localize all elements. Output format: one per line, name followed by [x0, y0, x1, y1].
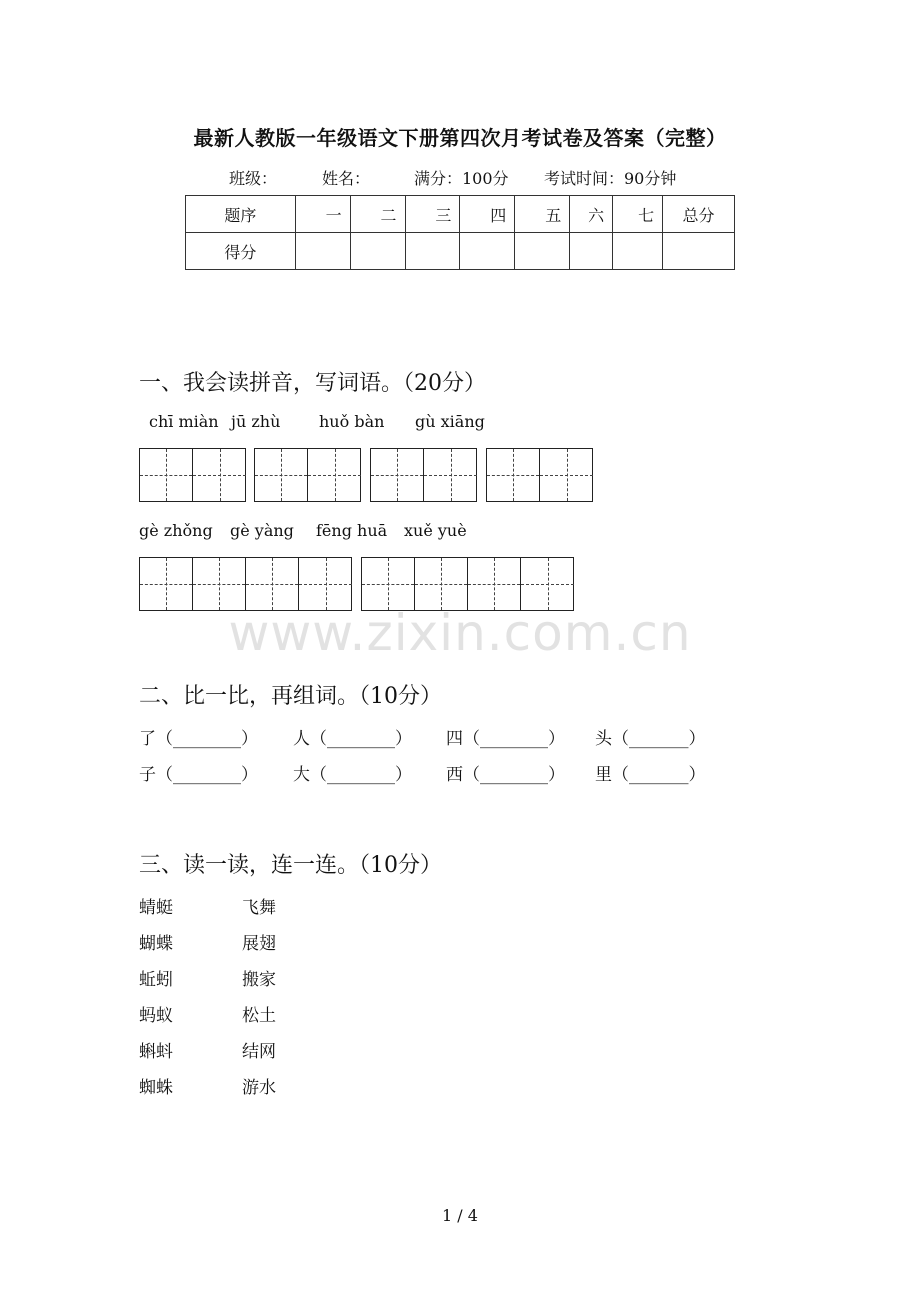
- writing-cell[interactable]: [540, 449, 593, 501]
- score-label: 得分: [186, 233, 296, 270]
- question-order-label: 题序: [186, 196, 296, 233]
- col-5: 五: [515, 196, 570, 233]
- grid-guide-vertical: [220, 449, 221, 501]
- writing-cell[interactable]: [193, 558, 246, 610]
- col-2: 二: [350, 196, 405, 233]
- score-cell[interactable]: [570, 233, 613, 270]
- fill-item[interactable]: 四（________）: [446, 729, 565, 749]
- grid-guide-vertical: [397, 449, 398, 501]
- score-cell[interactable]: [515, 233, 570, 270]
- grid-guide-vertical: [166, 558, 167, 610]
- score-cell[interactable]: [460, 233, 515, 270]
- writing-cell[interactable]: [308, 449, 361, 501]
- match-right-item[interactable]: 飞舞: [242, 898, 276, 918]
- pinyin: gè zhǒng: [139, 521, 213, 540]
- match-left-item[interactable]: 蜘蛛: [139, 1078, 173, 1098]
- match-right-item[interactable]: 结网: [242, 1042, 276, 1062]
- grid-guide-vertical: [441, 558, 442, 610]
- match-left-item[interactable]: 蚂蚁: [139, 1006, 173, 1026]
- writing-grid[interactable]: [254, 448, 361, 502]
- fill-item[interactable]: 大（________）: [293, 765, 412, 785]
- match-left-item[interactable]: 蝴蝶: [139, 934, 173, 954]
- page-number: 1 / 4: [442, 1206, 478, 1225]
- pinyin: huǒ bàn: [319, 412, 385, 431]
- pinyin: fēng huā: [316, 521, 388, 540]
- col-4: 四: [460, 196, 515, 233]
- writing-cell[interactable]: [468, 558, 521, 610]
- grid-guide-vertical: [513, 449, 514, 501]
- fill-item[interactable]: 头（_______）: [595, 729, 706, 749]
- writing-cell[interactable]: [255, 449, 308, 501]
- full-score-label: 满分：100分: [414, 169, 509, 188]
- grid-guide-vertical: [388, 558, 389, 610]
- writing-grid[interactable]: [361, 557, 574, 611]
- pinyin: xuě yuè: [404, 521, 467, 540]
- exam-time-label: 考试时间：90分钟: [544, 169, 677, 188]
- match-left-item[interactable]: 蚯蚓: [139, 970, 173, 990]
- score-cell[interactable]: [405, 233, 460, 270]
- writing-cell[interactable]: [246, 558, 299, 610]
- score-cell[interactable]: [295, 233, 350, 270]
- col-6: 六: [570, 196, 613, 233]
- match-left-item[interactable]: 蜻蜓: [139, 898, 173, 918]
- grid-guide-vertical: [567, 449, 568, 501]
- fill-item[interactable]: 子（________）: [139, 765, 258, 785]
- writing-cell[interactable]: [521, 558, 574, 610]
- score-table-header-row: [186, 196, 735, 233]
- writing-grid[interactable]: [139, 557, 352, 611]
- watermark: www.zixin.com.cn: [228, 604, 692, 662]
- writing-cell[interactable]: [362, 558, 415, 610]
- score-table-score-row: [186, 233, 735, 270]
- match-right-item[interactable]: 搬家: [242, 970, 276, 990]
- pinyin: gè yàng: [230, 521, 294, 540]
- grid-guide-vertical: [219, 558, 220, 610]
- writing-grid[interactable]: [139, 448, 246, 502]
- grid-guide-vertical: [166, 449, 167, 501]
- writing-cell[interactable]: [299, 558, 352, 610]
- writing-grid[interactable]: [370, 448, 477, 502]
- grid-guide-vertical: [451, 449, 452, 501]
- grid-guide-vertical: [326, 558, 327, 610]
- col-1: 一: [295, 196, 350, 233]
- writing-grid[interactable]: [486, 448, 593, 502]
- col-7: 七: [613, 196, 663, 233]
- col-3: 三: [405, 196, 460, 233]
- fill-item[interactable]: 里（_______）: [595, 765, 706, 785]
- score-cell[interactable]: [613, 233, 663, 270]
- fill-item[interactable]: 西（________）: [446, 765, 565, 785]
- match-left-item[interactable]: 蝌蚪: [139, 1042, 173, 1062]
- writing-cell[interactable]: [424, 449, 477, 501]
- col-total: 总分: [663, 196, 735, 233]
- writing-cell[interactable]: [487, 449, 540, 501]
- pinyin: chī miàn: [149, 412, 219, 431]
- exam-title: 最新人教版一年级语文下册第四次月考试卷及答案（完整）: [193, 126, 727, 150]
- grid-guide-vertical: [335, 449, 336, 501]
- score-table: [185, 195, 735, 270]
- writing-cell[interactable]: [193, 449, 246, 501]
- grid-guide-vertical: [494, 558, 495, 610]
- writing-cell[interactable]: [140, 449, 193, 501]
- writing-cell[interactable]: [140, 558, 193, 610]
- grid-guide-vertical: [548, 558, 549, 610]
- match-right-item[interactable]: 游水: [242, 1078, 276, 1098]
- score-cell[interactable]: [350, 233, 405, 270]
- pinyin: jū zhù: [231, 412, 281, 431]
- pinyin: gù xiāng: [415, 412, 485, 431]
- grid-guide-vertical: [272, 558, 273, 610]
- section1-heading: 一、我会读拼音，写词语。（20分）: [139, 371, 486, 396]
- fill-item[interactable]: 了（________）: [139, 729, 258, 749]
- class-label: 班级：: [229, 169, 278, 188]
- section3-heading: 三、读一读，连一连。（10分）: [139, 853, 442, 878]
- grid-guide-vertical: [281, 449, 282, 501]
- score-cell[interactable]: [663, 233, 735, 270]
- writing-cell[interactable]: [415, 558, 468, 610]
- name-label: 姓名：: [322, 169, 371, 188]
- fill-item[interactable]: 人（________）: [293, 729, 412, 749]
- writing-cell[interactable]: [371, 449, 424, 501]
- match-right-item[interactable]: 松土: [242, 1006, 276, 1026]
- match-right-item[interactable]: 展翅: [242, 934, 276, 954]
- section2-heading: 二、比一比，再组词。（10分）: [139, 684, 442, 709]
